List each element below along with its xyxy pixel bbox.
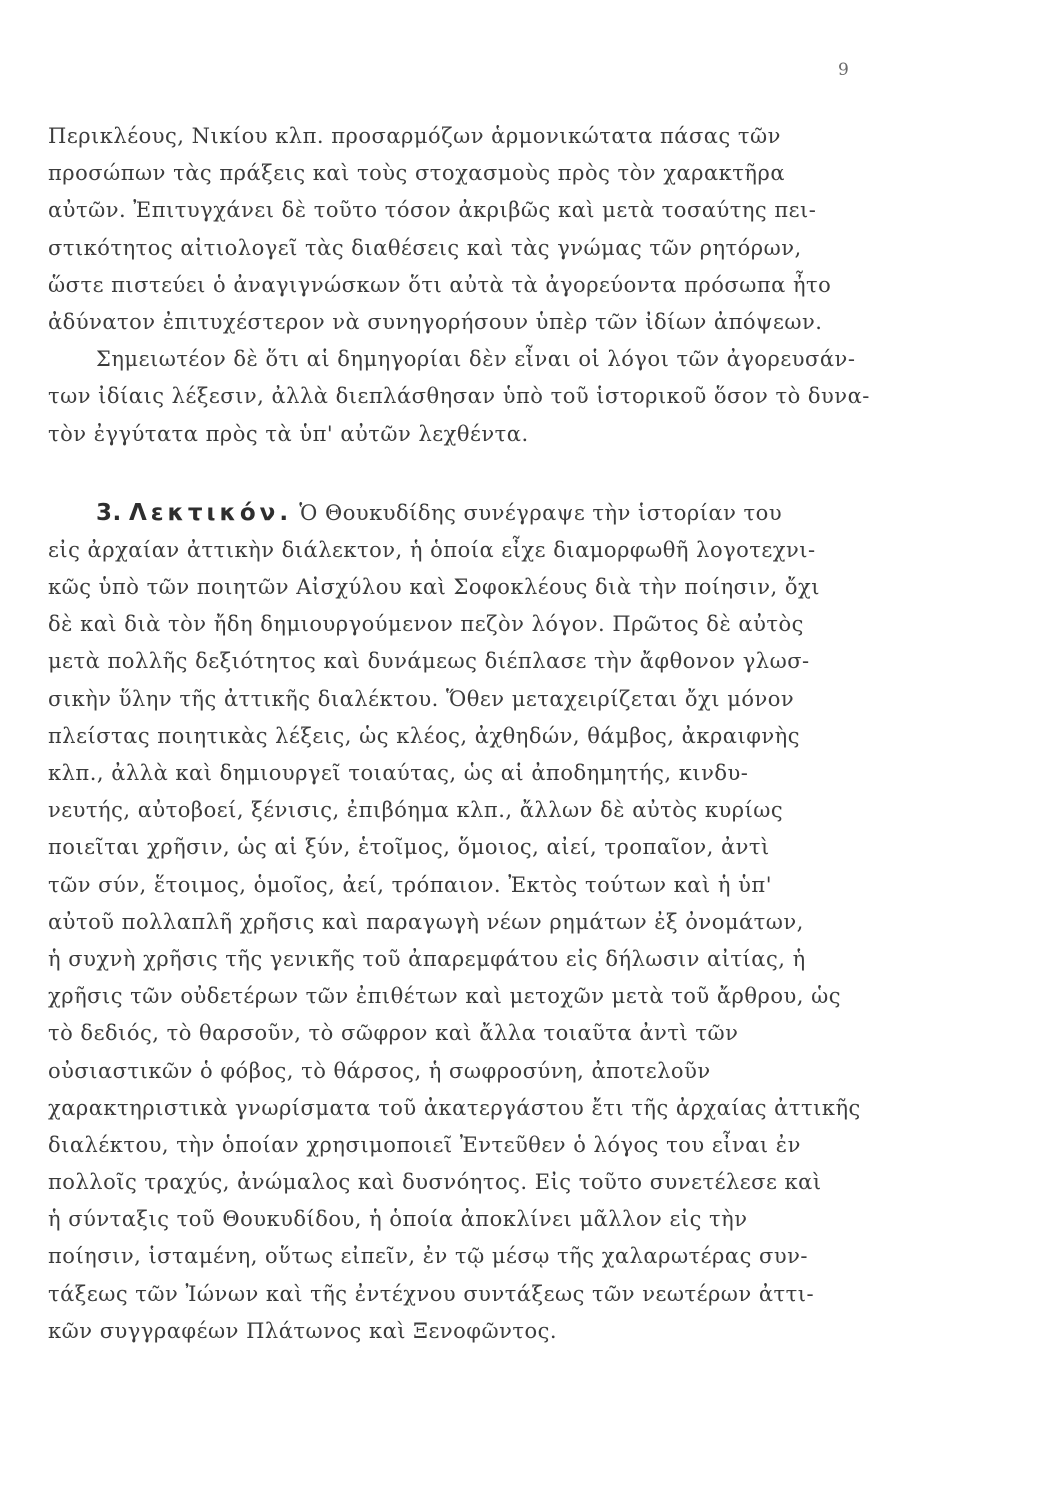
text-line: πολλοῖς τραχύς, ἀνώμαλος καὶ δυσνόητος. Εἰς τοῦτο συνετέλεσε καὶ (48, 1170, 822, 1195)
text-line: σικὴν ὕλην τῆς ἀττικῆς διαλέκτου. Ὅθεν μεταχειρίζεται ὄχι μόνον (48, 686, 795, 711)
text-line: προσώπων τὰς πράξεις καὶ τοὺς στοχασμοὺς πρὸς τὸν χαρακτῆρα (48, 161, 786, 186)
text-line: ὥστε πιστεύει ὁ ἀναγιγνώσκων ὅτι αὐτὰ τὰ ἀγορεύοντα πρόσωπα ἦτο (48, 272, 832, 297)
text-line: πλείστας ποιητικὰς λέξεις, ὡς κλέος, ἀχθηδών, θάμβος, ἀκραιφνὴς (48, 723, 801, 748)
section-number: 3. (96, 499, 122, 526)
text-line: διαλέκτου, τὴν ὁποίαν χρησιμοποιεῖ Ἐντεῦθεν ὁ λόγος του εἶναι ἐν (48, 1132, 801, 1157)
text-line: οὐσιαστικῶν ὁ φόβος, τὸ θάρσος, ἡ σωφροσύνη, ἀποτελοῦν (48, 1058, 711, 1083)
section-heading: Λεκτικόν. (128, 499, 293, 526)
text-line: κῶν συγγραφέων Πλάτωνος καὶ Ξενοφῶντος. (48, 1318, 558, 1343)
text-line: μετὰ πολλῆς δεξιότητος καὶ δυνάμεως διέπλασε τὴν ἄφθονον γλωσ- (48, 649, 810, 674)
page-number: 9 (838, 60, 849, 80)
text-line: δὲ καὶ διὰ τὸν ἤδη δημιουργούμενον πεζὸν λόγον. Πρῶτος δὲ αὐτὸς (48, 612, 804, 637)
text-line: ἡ συχνὴ χρῆσις τῆς γενικῆς τοῦ ἀπαρεμφάτου εἰς δήλωσιν αἰτίας, ἡ (48, 946, 806, 971)
text-line: αὐτοῦ πολλαπλῆ χρῆσις καὶ παραγωγὴ νέων ρημάτων ἐξ ὀνομάτων, (48, 909, 804, 934)
text-line: ἀδύνατον ἐπιτυχέστερον νὰ συνηγορήσουν ὑπὲρ τῶν ἰδίων ἀπόψεων. (48, 309, 823, 334)
text-line: των ἰδίαις λέξεσιν, ἀλλὰ διεπλάσθησαν ὑπὸ τοῦ ἱστορικοῦ ὅσον τὸ δυνα- (48, 384, 870, 409)
section-first-line (48, 495, 898, 532)
text-line: Περικλέους, Νικίου κλπ. προσαρμόζων ἁρμονικώτατα πάσας τῶν (48, 124, 781, 148)
text-line: χρῆσις τῶν οὐδετέρων τῶν ἐπιθέτων καὶ μετοχῶν μετὰ τοῦ ἄρθρου, ὡς (48, 984, 842, 1009)
text-line: Σημειωτέον δὲ ὅτι αἱ δημηγορίαι δὲν εἶναι οἱ λόγοι τῶν ἀγορευσάν- (96, 347, 856, 372)
text-line: ποιεῖται χρῆσιν, ὡς αἱ ξύν, ἑτοῖμος, ὅμοιος, αἰεί, τροπαῖον, ἀντὶ (48, 835, 770, 860)
body-text (48, 118, 898, 1350)
text-line: χαρακτηριστικὰ γνωρίσματα τοῦ ἀκατεργάστου ἔτι τῆς ἀρχαίας ἀττικῆς (48, 1095, 861, 1120)
section-3 (48, 495, 898, 1350)
text-line: τῶν σύν, ἕτοιμος, ὁμοῖος, ἀεί, τρόπαιον. Ἐκτὸς τούτων καὶ ἡ ὑπ' (48, 872, 772, 897)
text-line: κλπ., ἀλλὰ καὶ δημιουργεῖ τοιαύτας, ὡς αἱ ἀποδημητής, κινδυ- (48, 761, 749, 785)
text-line: τὸν ἐγγύτατα πρὸς τὰ ὑπ' αὐτῶν λεχθέντα. (48, 421, 529, 446)
text-line: εἰς ἀρχαίαν ἀττικὴν διάλεκτον, ἡ ὁποία εἶχε διαμορφωθῆ λογοτεχνι- (48, 537, 816, 562)
text-line: ἡ σύνταξις τοῦ Θουκυδίδου, ἡ ὁποία ἀποκλίνει μᾶλλον εἰς τὴν (48, 1207, 748, 1232)
paragraph-2 (48, 341, 898, 453)
text-line: στικότητος αἰτιολογεῖ τὰς διαθέσεις καὶ τὰς γνώμας τῶν ρητόρων, (48, 235, 802, 260)
text-line: κῶς ὑπὸ τῶν ποιητῶν Αἰσχύλου καὶ Σοφοκλέους διὰ τὴν ποίησιν, ὄχι (48, 575, 820, 600)
text-line: αὐτῶν. Ἐπιτυγχάνει δὲ τοῦτο τόσον ἀκριβῶς καὶ μετὰ τοσαύτης πει- (48, 198, 817, 223)
text-line: τὸ δεδιός, τὸ θαρσοῦν, τὸ σῶφρον καὶ ἄλλα τοιαῦτα ἀντὶ τῶν (48, 1021, 739, 1046)
text-line: τάξεως τῶν Ἰώνων καὶ τῆς ἐντέχνου συντάξεως τῶν νεωτέρων ἀττι- (48, 1281, 815, 1306)
paragraph-1 (48, 118, 898, 341)
section-first-line-text: Ὁ Θουκυδίδης συνέγραψε τὴν ἱστορίαν του (299, 500, 783, 525)
text-line: νευτής, αὐτοβοεί, ξένισις, ἐπιβόημα κλπ., ἄλλων δὲ αὐτὸς κυρίως (48, 798, 784, 823)
text-line: ποίησιν, ἱσταμένη, οὕτως εἰπεῖν, ἐν τῷ μέσῳ τῆς χαλαρωτέρας συν- (48, 1244, 808, 1269)
